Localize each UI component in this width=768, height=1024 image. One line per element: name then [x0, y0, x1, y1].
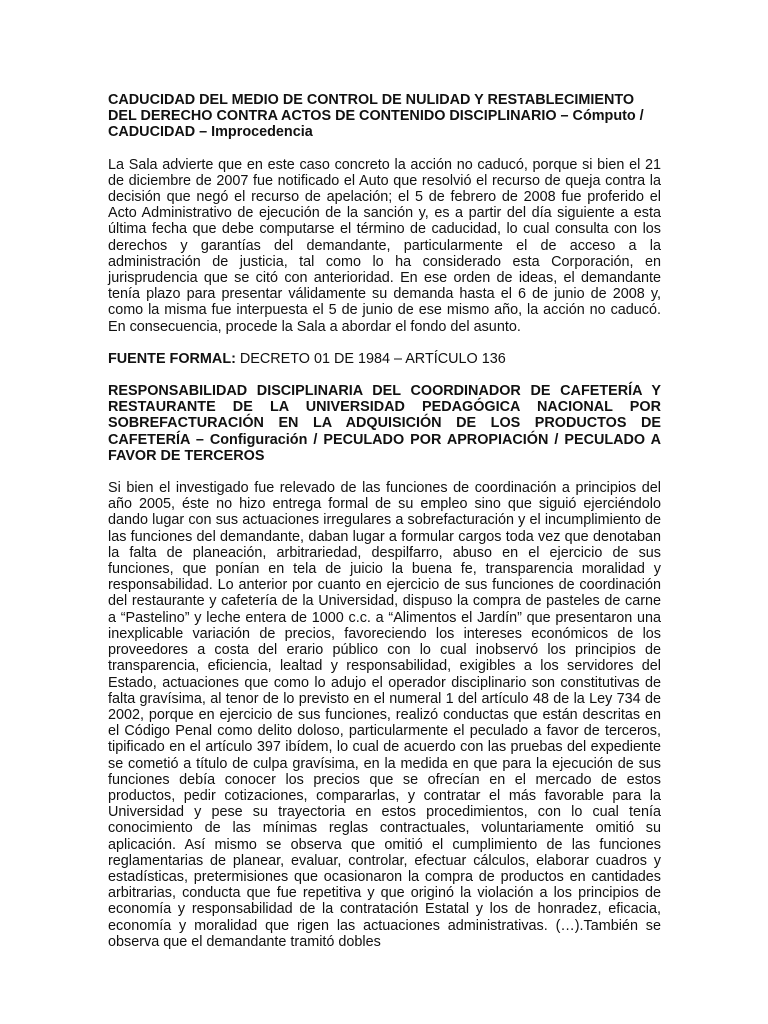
heading-main-text: CADUCIDAD DEL MEDIO DE CONTROL DE NULIDAD Y RESTABLECIMIENTO DEL DERECHO CONTRA ACTOS DE CONTENIDO DISCIPLINARIO – — [108, 92, 635, 125]
paragraph-responsabilidad: Si bien el investigado fue relevado de las funciones de coordinación a principios del año 2005, éste no hizo entrega formal de su empleo sino que siguió ejerciéndolo dando lugar con sus actuaciones irregulares a sobrefacturación y el incumplimiento de las funciones del demandante, daban lugar a formular cargos toda vez que denotaban la falta de planeación, arbitrariedad, despilfarro, abuso en el ejercicio de sus funciones, que ponían en tela de juicio la buena fe, transparencia moralidad y responsabilidad. Lo anterior por cuanto en ejercicio de sus funciones de coordinación del restaurante y cafetería de la Universidad, dispuso la compra de pasteles de carne a “Pastelino” y leche entera de 1000 c.c. a “Alimentos el Jardín” que presentaron una inexplicable variación de precios, favoreciendo los intereses económicos de los proveedores a costa del erario público con lo cual inobservó los principios de transparencia, eficiencia, lealtad y responsabilidad, exigibles a los servidores del Estado, actuaciones que como lo adujo el operador disciplinario son constitutivas de falta gravísima, al tenor de lo previsto en el numeral 1 del artículo 48 de la Ley 734 de 2002, porque en ejercicio de sus funciones, realizó conductas que están descritas en el Código Penal como delito doloso, particularmente el peculado a favor de terceros, tipificado en el artículo 397 ibídem, lo cual de acuerdo con las pruebas del expediente se cometió a título de culpa gravísima, en la medida en que para la ejecución de sus funciones debía conocer los precios que se ofrecían en el mercado de estos productos, pedir cotizaciones, compararlas, y contratar el más favorable para la Universidad y pese su trayectoria en estos procedimientos, con lo cual tenía conocimiento de las mínimas reglas contractuales, voluntariamente omitió su aplicación. Así mismo se observa que omitió el cumplimiento de las funciones reglamentarias de planear, evaluar, controlar, efectuar cálculos, elaborar cuadros y estadísticas, pretermisiones que ocasionaron la compra de productos en cantidades arbitrarias, conducta que fue repetitiva y que originó la violación a los principios de economía y responsabilidad de la contratación Estatal y los de honradez, eficacia, economía y moralidad que rigen las actuaciones administrativas. (…).También se observa que el demandante tramitó dobles — [108, 480, 661, 950]
source-value: DECRETO 01 DE 1984 – ARTÍCULO 136 — [235, 350, 506, 367]
heading-main-text: RESPONSABILIDAD DISCIPLINARIA DEL COORDINADOR DE CAFETERÍA Y RESTAURANTE DE LA UNIVERSIDAD PEDAGÓGICA NACIONAL POR SOBREFACTURACIÓN EN LA ADQUISICIÓN DE LOS PRODUCTOS DE CAFETERÍA – — [108, 383, 661, 448]
paragraph-caducidad: La Sala advierte que en este caso concreto la acción no caducó, porque si bien el 21 de diciembre de 2007 fue notificado el Auto que resolvió el recurso de queja contra la decisión que negó el recurso de apelación; el 5 de febrero de 2008 fue proferido el Acto Administrativo de ejecución de la sanción y, es a partir del día siguiente a esta última fecha que debe computarse el término de caducidad, lo cual consulta con los derechos y garantías del demandante, particularmente el de acceso a la administración de justicia, tal como lo ha considerado esta Corporación, en jurisprudencia que se citó con anterioridad. En ese orden de ideas, el demandante tenía plazo para presentar válidamente su demanda hasta el 6 de junio de 2008 y, como la misma fue interpuesta el 5 de junio de ese mismo año, la acción no caducó. En consecuencia, procede la Sala a abordar el fondo del asunto. — [108, 156, 661, 335]
heading-sub-text: Configuración / PECULADO POR APROPIACIÓN / PECULADO A FAVOR DE TERCEROS — [108, 431, 661, 464]
section-heading-caducidad — [108, 92, 661, 141]
document-body — [108, 92, 661, 966]
section-heading-responsabilidad — [108, 383, 661, 464]
heading-sub-text: Cómputo / CADUCIDAD – Improcedencia — [108, 108, 644, 141]
source-reference — [108, 351, 661, 367]
source-label: FUENTE FORMAL: — [108, 350, 236, 367]
